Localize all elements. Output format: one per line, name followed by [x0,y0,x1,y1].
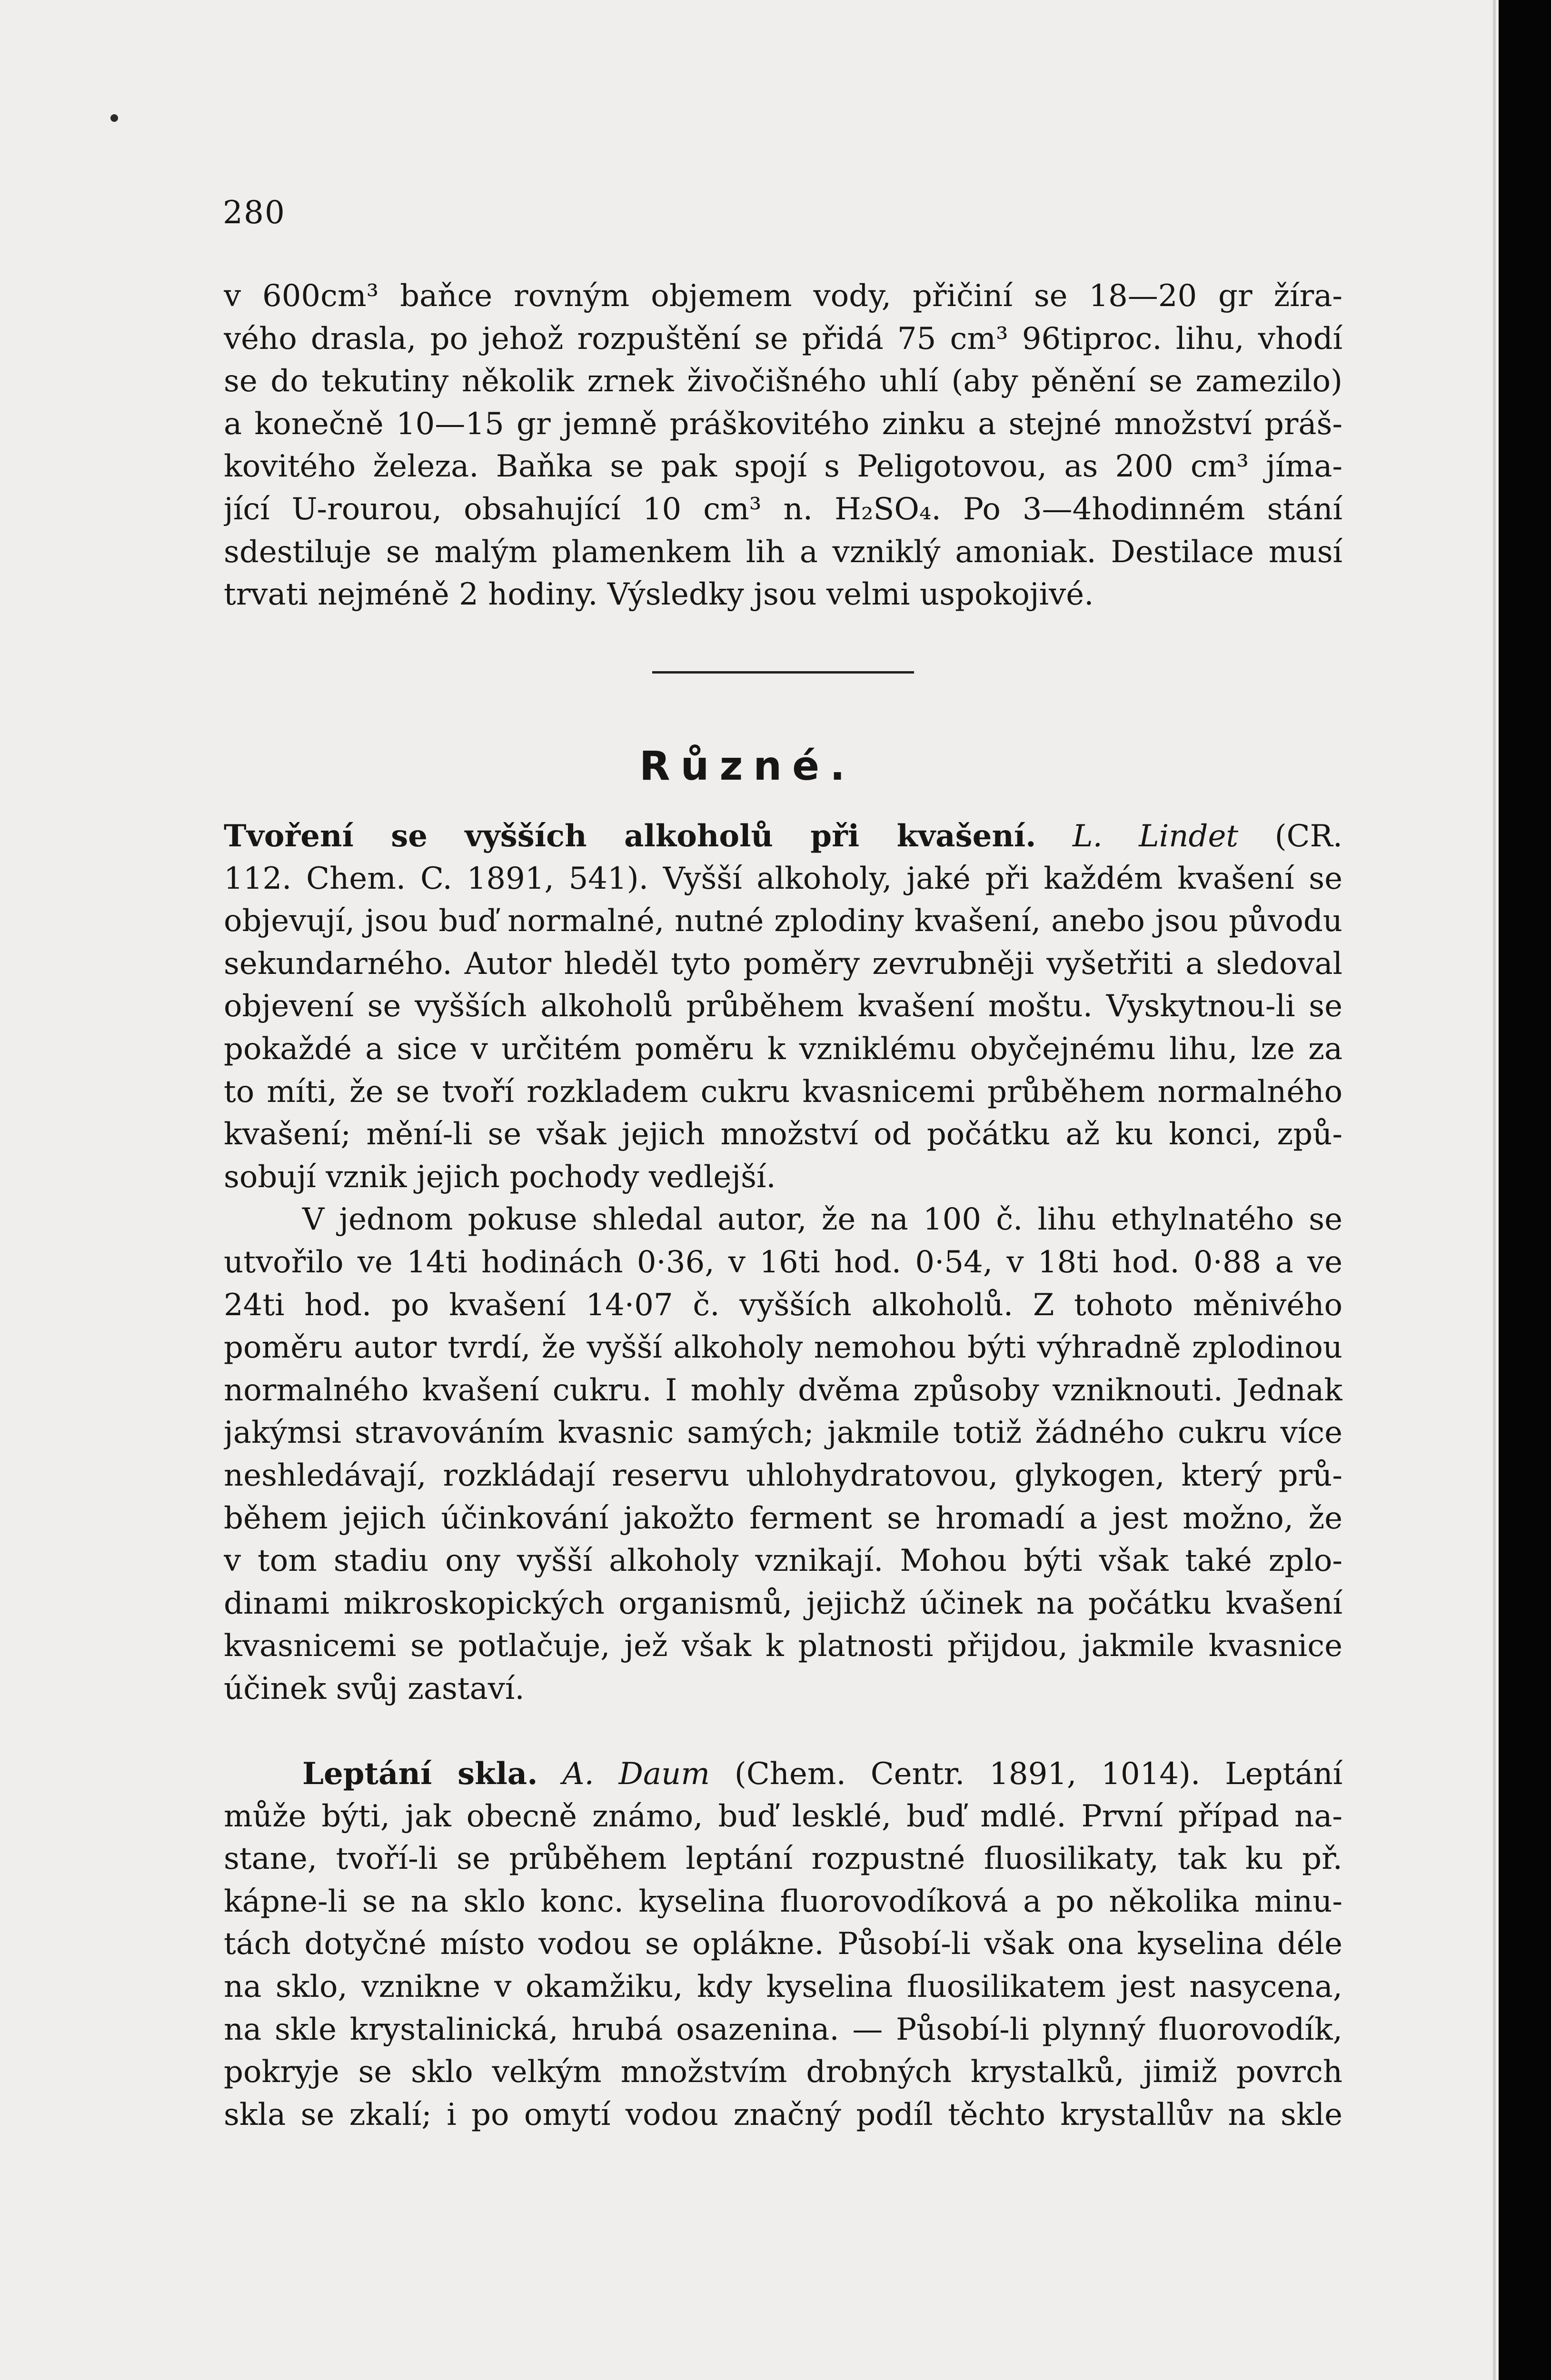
intro-line: vého drasla, po jehož rozpuštění se přidá 75 cm³ 96tiproc. lihu, vhodí [224,321,1342,357]
text-line: to míti, že se tvoří rozkladem cukru kvasnicemi průběhem normalného [224,1074,1342,1110]
text-line: stane, tvoří-li se průběhem leptání rozpustné fluosilikaty, tak ku př. [224,1841,1342,1877]
text-line: objevení se vyšších alkoholů průběhem kvašení moštu. Vyskytnou-li se [224,989,1342,1024]
text-line: na skle krystalinická, hrubá osazenina. — Působí-li plynný fluorovodík, [224,2012,1342,2047]
article-alcohols [224,815,1342,1710]
page-edge [1493,0,1496,2380]
article-glass-etching [224,1753,1342,2136]
article-title-line [224,1753,1342,1795]
article-title: Leptání skla. [302,1756,538,1792]
article-author: L. Lindet [1072,819,1239,854]
intro-line: v 600cm³ baňce rovným objemem vody, přičiní se 18—20 gr žíra- [224,278,1342,314]
text-line: na sklo, vznikne v okamžiku, kdy kyselina fluosilikatem jest nasycena, [224,1969,1342,2004]
text-line: kápne-li se na sklo konc. kyselina fluorovodíková a po několika minu- [224,1884,1342,1919]
text-line: kvašení; mění-li se však jejich množství od počátku až ku konci, způ- [224,1117,1342,1152]
intro-paragraph [224,275,1342,616]
text-line: neshledávají, rozkládají reservu uhlohydratovou, glykogen, který prů- [224,1458,1342,1493]
text-line: V jednom pokuse shledal autor, že na 100 č. lihu ethylnatého se [302,1202,1342,1238]
scan-border-right [1499,0,1551,2380]
article-author: A. Daum [562,1756,710,1792]
page-number: 280 [223,194,286,231]
intro-line: se do tekutiny několik zrnek živočišného uhlí (aby pěnění se zamezilo) [224,364,1342,399]
text-line: pokryje se sklo velkým množstvím drobných krystalků, jimiž povrch [224,2054,1342,2090]
text-line: normalného kvašení cukru. I mohly dvěma způsoby vzniknouti. Jednak [224,1372,1342,1408]
article-citation: (Chem. Centr. 1891, 1014). Leptání [734,1756,1342,1792]
text-line: utvořilo ve 14ti hodinách 0·36, v 16ti hod. 0·54, v 18ti hod. 0·88 a ve [224,1244,1342,1280]
section-divider [652,671,914,674]
text-line: sobují vznik jejich pochody vedlejší. [224,1159,776,1195]
article-citation: (CR. [1274,819,1342,854]
text-line: v tom stadiu ony vyšší alkoholy vznikají. Mohou býti však také zplo- [224,1543,1342,1579]
intro-line: a konečně 10—15 gr jemně práškovitého zinku a stejné množství práš- [224,406,1342,442]
text-line: během jejich účinkování jakožto ferment se hromadí a jest možno, že [224,1500,1342,1536]
text-line: sekundarného. Autor hleděl tyto poměry zevrubněji vyšetřiti a sledoval [224,946,1342,982]
ink-dot [110,114,118,122]
text-line: kvasnicemi se potlačuje, jež však k platnosti přijdou, jakmile kvasnice [224,1628,1342,1664]
article-title-line [224,815,1342,858]
section-title: Různé. [639,743,856,789]
text-line: účinek svůj zastaví. [224,1671,525,1706]
text-line: pokaždé a sice v určitém poměru k vzniklému obyčejnému lihu, lze za [224,1031,1342,1067]
text-line: tách dotyčné místo vodou se oplákne. Působí-li však ona kyselina déle [224,1926,1342,1962]
article-title: Tvoření se vyšších alkoholů při kvašení. [224,818,1036,854]
text-line: 112. Chem. C. 1891, 541). Vyšší alkoholy, jaké při každém kvašení se [224,861,1342,896]
text-line: objevují, jsou buď normalné, nutné zplodiny kvašení, anebo jsou původu [224,903,1342,939]
intro-line: jící U-rourou, obsahující 10 cm³ n. H₂SO₄. Po 3—4hodinném stání [224,491,1342,527]
intro-line: sdestiluje se malým plamenkem lih a vzniklý amoniak. Destilace musí [224,534,1342,570]
text-line: může býti, jak obecně známo, buď lesklé, buď mdlé. První případ na- [224,1798,1342,1834]
text-line: poměru autor tvrdí, že vyšší alkoholy nemohou býti výhradně zplodinou [224,1330,1342,1366]
intro-line: trvati nejméně 2 hodiny. Výsledky jsou velmi uspokojivé. [224,577,1094,613]
text-line: dinami mikroskopických organismů, jejichž účinek na počátku kvašení [224,1586,1342,1621]
intro-line: kovitého železa. Baňka se pak spojí s Peligotovou, as 200 cm³ jíma- [224,449,1342,485]
text-line: skla se zkalí; i po omytí vodou značný podíl těchto krystallův na skle [224,2097,1342,2132]
text-line: 24ti hod. po kvašení 14·07 č. vyšších alkoholů. Z tohoto měnivého [224,1287,1342,1323]
text-line: jakýmsi stravováním kvasnic samých; jakmile totiž žádného cukru více [224,1415,1342,1451]
